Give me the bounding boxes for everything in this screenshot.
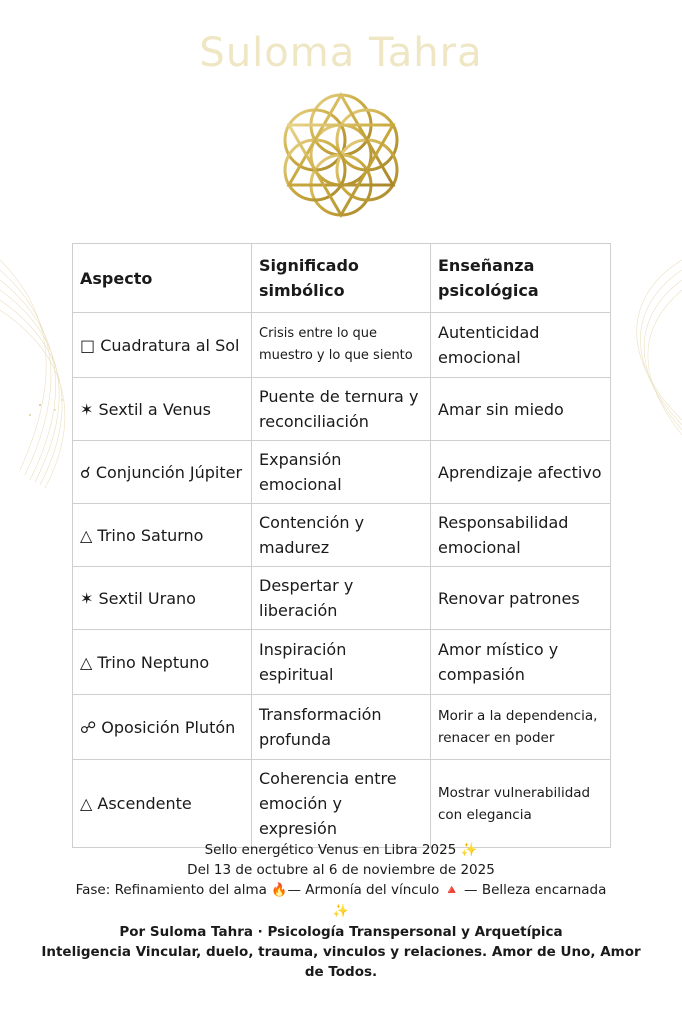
cell-aspect: ✶ Sextil a Venus: [73, 378, 252, 441]
table-row: [73, 313, 611, 378]
table-row: [73, 378, 611, 441]
cell-aspect: △ Trino Neptuno: [73, 630, 252, 695]
table-row: [73, 630, 611, 695]
footer-phase-line: [40, 880, 642, 922]
sparkles-icon: ✨: [332, 904, 350, 919]
cell-meaning: Despertar y liberación: [252, 567, 431, 630]
brand-title: Suloma Tahra: [199, 30, 483, 76]
cell-aspect: ✶ Sextil Urano: [73, 567, 252, 630]
footer-description-line: Inteligencia Vincular, duelo, trauma, vinculos y relaciones. Amor de Uno, Amor de Todos.: [41, 944, 641, 980]
cell-meaning: Crisis entre lo que muestro y lo que siento: [252, 313, 431, 378]
cell-meaning: Contención y madurez: [252, 504, 431, 567]
table-header-row: [73, 244, 611, 313]
footer: [40, 840, 642, 982]
cell-lesson: Morir a la dependencia, renacer en poder: [431, 695, 611, 760]
cell-meaning: Puente de ternura y reconciliación: [252, 378, 431, 441]
cell-aspect: ☍ Oposición Plutón: [73, 695, 252, 760]
cell-meaning: Expansión emocional: [252, 441, 431, 504]
cell-lesson: Autenticidad emocional: [431, 313, 611, 378]
cell-lesson: Responsabilidad emocional: [431, 504, 611, 567]
header-significado: Significado simbólico: [252, 244, 431, 313]
footer-seal-line: Sello energético Venus en Libra 2025 ✨: [204, 842, 478, 858]
header-ensenanza: Enseñanza psicológica: [431, 244, 611, 313]
cell-lesson: Renovar patrones: [431, 567, 611, 630]
cell-lesson: Amor místico y compasión: [431, 630, 611, 695]
header-aspecto: Aspecto: [73, 244, 252, 313]
footer-dates-line: Del 13 de octubre al 6 de noviembre de 2025: [187, 862, 495, 878]
cell-aspect: ☌ Conjunción Júpiter: [73, 441, 252, 504]
table-row: [73, 695, 611, 760]
cell-lesson: Mostrar vulnerabilidad con elegancia: [431, 760, 611, 848]
flower-of-life-logo-icon: [279, 90, 403, 220]
footer-credit-line: Por Suloma Tahra · Psicología Transpersonal y Arquetípica: [119, 924, 563, 940]
phase-text-2: — Armonía del vínculo: [287, 882, 444, 898]
table-row: [73, 504, 611, 567]
cell-meaning: Transformación profunda: [252, 695, 431, 760]
cell-meaning: Coherencia entre emoción y expresión: [252, 760, 431, 848]
cell-lesson: Amar sin miedo: [431, 378, 611, 441]
table-row: [73, 567, 611, 630]
phase-text-3: — Belleza encarnada: [459, 882, 607, 898]
aspects-table: [72, 243, 610, 848]
cell-lesson: Aprendizaje afectivo: [431, 441, 611, 504]
cell-aspect: △ Ascendente: [73, 760, 252, 848]
fire-icon: 🔥: [271, 883, 288, 898]
table-row: [73, 760, 611, 848]
phase-text-1: Fase: Refinamiento del alma: [75, 882, 272, 898]
table-row: [73, 441, 611, 504]
cell-aspect: △ Trino Saturno: [73, 504, 252, 567]
cell-aspect: □ Cuadratura al Sol: [73, 313, 252, 378]
cell-meaning: Inspiración espiritual: [252, 630, 431, 695]
red-triangle-icon: 🔺: [443, 883, 460, 898]
